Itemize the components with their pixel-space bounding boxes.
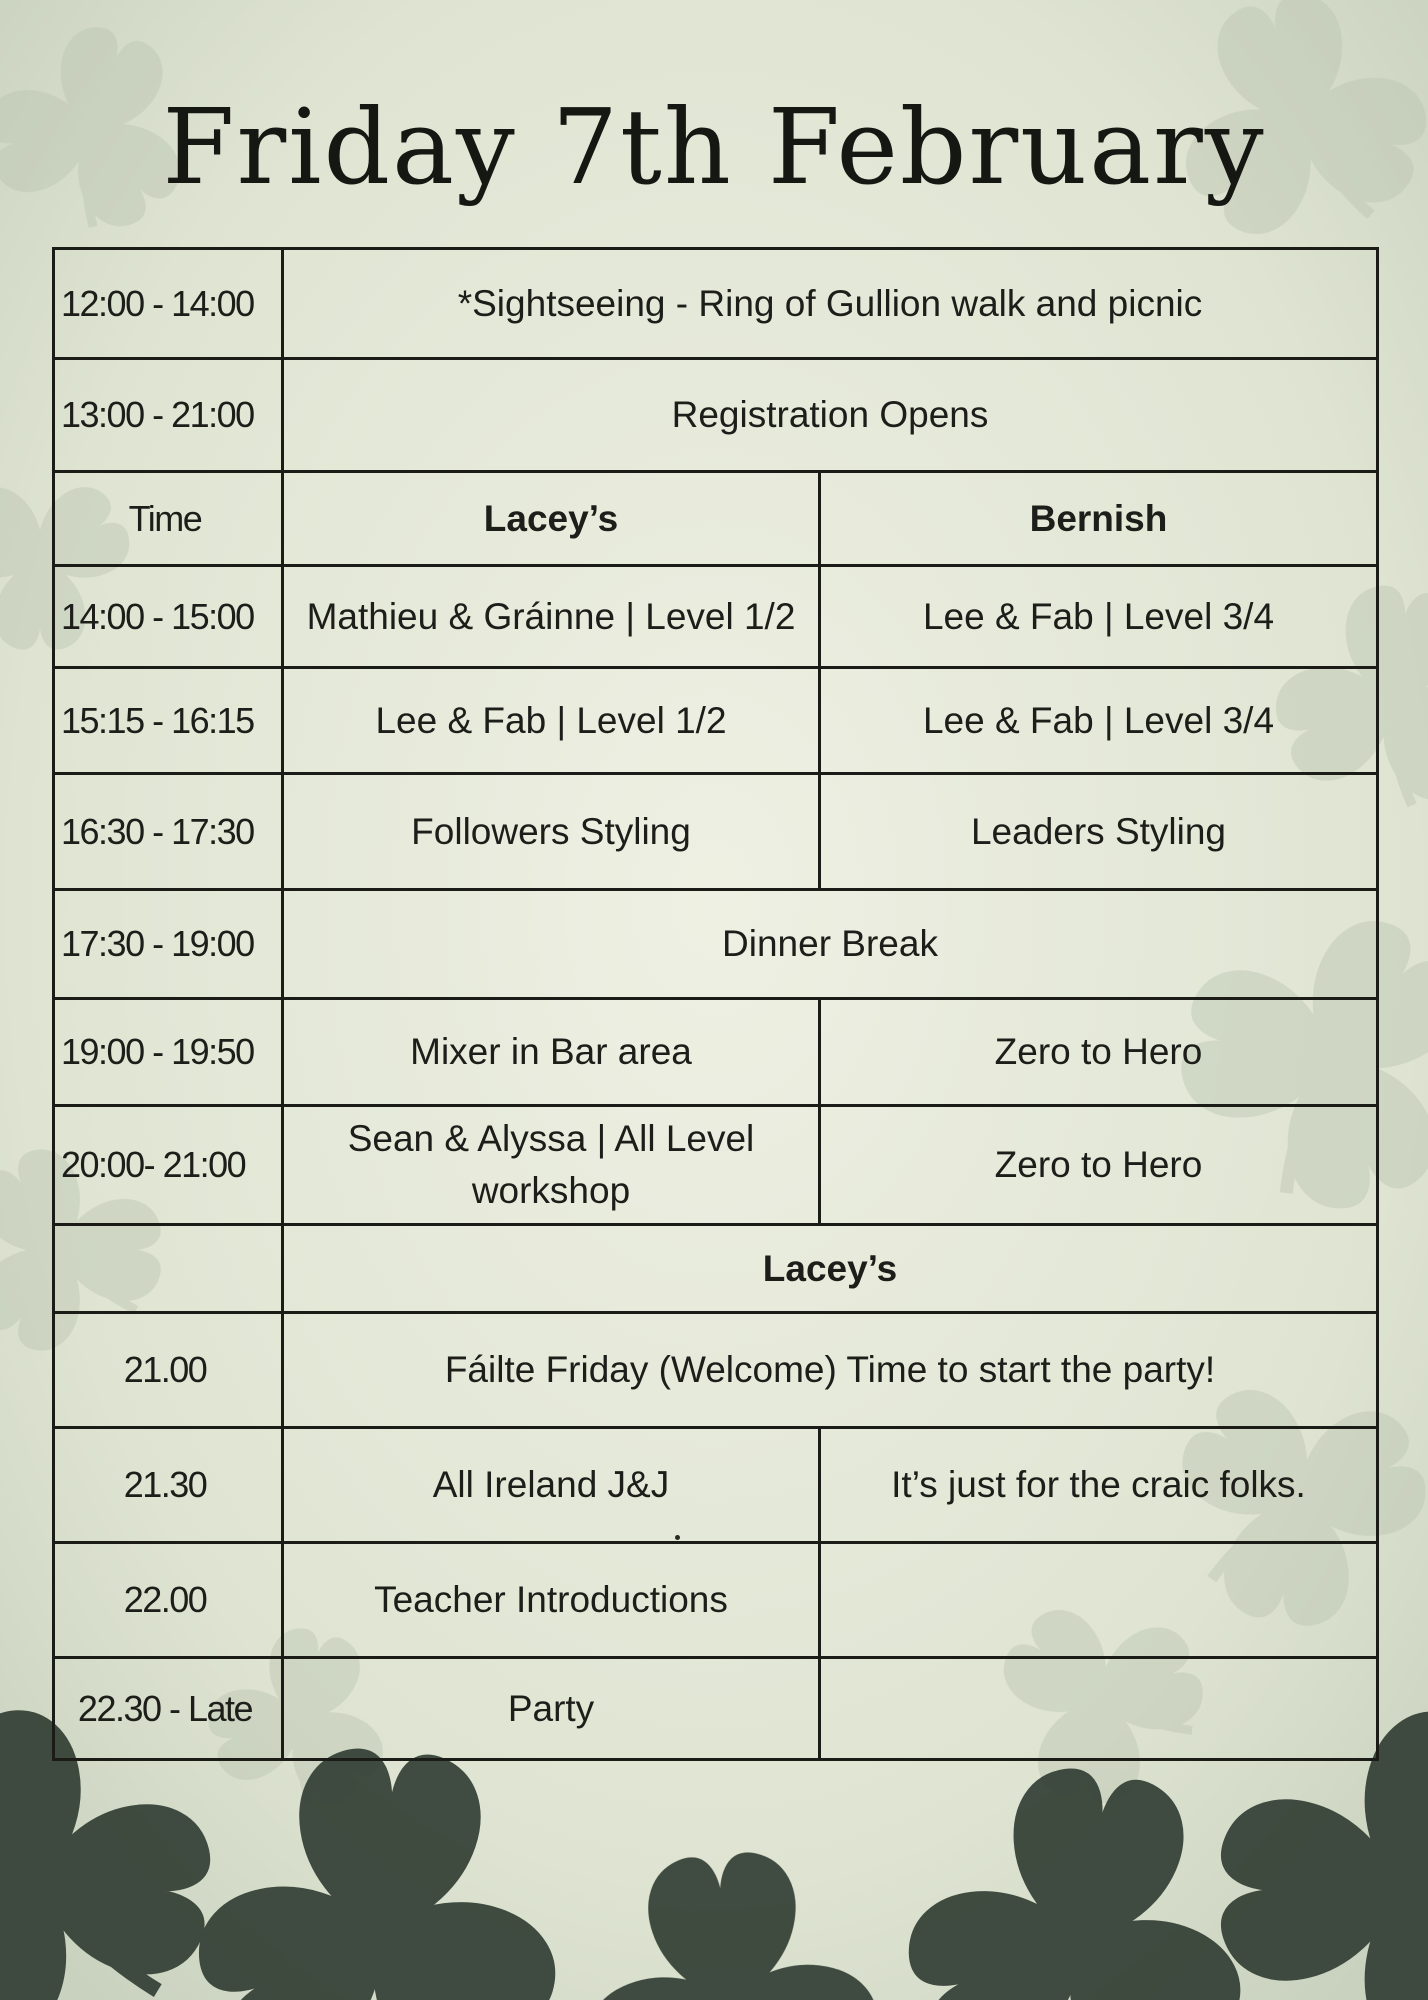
venue-row xyxy=(54,1225,1378,1313)
bernish-cell xyxy=(820,1658,1378,1760)
time-cell: 20:00- 21:00 xyxy=(54,1106,283,1225)
time-cell: 13:00 - 21:00 xyxy=(54,359,283,472)
event-cell: Dinner Break xyxy=(283,890,1378,999)
time-cell: 19:00 - 19:50 xyxy=(54,999,283,1106)
dot-mark xyxy=(675,1535,680,1540)
header-row xyxy=(54,472,1378,566)
table-row xyxy=(54,890,1378,999)
time-cell: 22.00 xyxy=(54,1543,283,1658)
table-row xyxy=(54,359,1378,472)
bernish-cell: Zero to Hero xyxy=(820,1106,1378,1225)
table-row xyxy=(54,1313,1378,1428)
event-cell: *Sightseeing - Ring of Gullion walk and picnic xyxy=(283,249,1378,359)
bernish-cell: Lee & Fab | Level 3/4 xyxy=(820,566,1378,668)
laceys-cell: Mathieu & Gráinne | Level 1/2 xyxy=(283,566,820,668)
time-cell: 21.00 xyxy=(54,1313,283,1428)
table-row xyxy=(54,668,1378,774)
time-header: Time xyxy=(54,472,283,566)
page-title: Friday 7th February xyxy=(162,86,1266,208)
time-cell: 17:30 - 19:00 xyxy=(54,890,283,999)
bernish-cell: It’s just for the craic folks. xyxy=(820,1428,1378,1543)
time-cell: 21.30 xyxy=(54,1428,283,1543)
time-cell: 22.30 - Late xyxy=(54,1658,283,1760)
time-cell: 16:30 - 17:30 xyxy=(54,774,283,890)
venue-header-bernish: Bernish xyxy=(820,472,1378,566)
bernish-cell: Zero to Hero xyxy=(820,999,1378,1106)
laceys-cell: Followers Styling xyxy=(283,774,820,890)
laceys-cell: All Ireland J&J xyxy=(283,1428,820,1543)
table-row xyxy=(54,1658,1378,1760)
schedule-table xyxy=(52,247,1379,1761)
bernish-cell: Leaders Styling xyxy=(820,774,1378,890)
time-cell: 12:00 - 14:00 xyxy=(54,249,283,359)
table-row xyxy=(54,1543,1378,1658)
laceys-cell: Lee & Fab | Level 1/2 xyxy=(283,668,820,774)
table-row xyxy=(54,999,1378,1106)
laceys-cell: Party xyxy=(283,1658,820,1760)
table-row xyxy=(54,1106,1378,1225)
table-row xyxy=(54,1428,1378,1543)
time-cell: 14:00 - 15:00 xyxy=(54,566,283,668)
table-row xyxy=(54,774,1378,890)
venue-label: Lacey’s xyxy=(283,1225,1378,1313)
table-row xyxy=(54,566,1378,668)
bernish-cell: Lee & Fab | Level 3/4 xyxy=(820,668,1378,774)
venue-header-laceys: Lacey’s xyxy=(283,472,820,566)
bernish-cell xyxy=(820,1543,1378,1658)
laceys-cell: Sean & Alyssa | All Level workshop xyxy=(283,1106,820,1225)
time-cell: 15:15 - 16:15 xyxy=(54,668,283,774)
laceys-cell: Teacher Introductions xyxy=(283,1543,820,1658)
event-cell: Fáilte Friday (Welcome) Time to start the party! xyxy=(283,1313,1378,1428)
table-row xyxy=(54,249,1378,359)
laceys-cell: Mixer in Bar area xyxy=(283,999,820,1106)
time-cell xyxy=(54,1225,283,1313)
event-cell: Registration Opens xyxy=(283,359,1378,472)
